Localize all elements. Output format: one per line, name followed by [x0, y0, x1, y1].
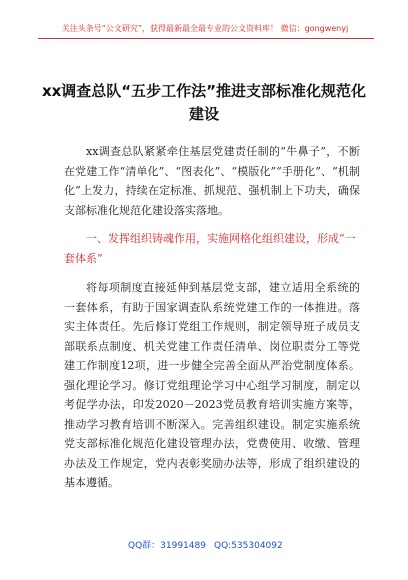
header-notice: 关注头条号“公文研究”，获得最新最全最专业的公文资料库！ 微信：gongwenyj [61, 24, 349, 33]
section-heading-1: 一、发挥组织铸魂作用，实施网格化组织建设，形成“一套体系” [64, 232, 356, 265]
footer-qq-number: QQ:535304092 [214, 541, 283, 551]
intro-paragraph: xx调查总队紧紧牵住基层党建责任制的“牛鼻子”，不断在党建工作“清单化”、“图表化”、“模版化”“手册化”、“机制化”上发力，持续在定标准、抓规范、强机制上下功夫，确保支部标准化规范化建设落实落地。 [64, 145, 360, 217]
header-divider [38, 38, 374, 39]
section-1-paragraph: 将每项制度直接延伸到基层党支部，建立适用全系统的一套体系，有助于国家调查队系统党建工作的一体推进。落实主体责任。先后修订党组工作规则，制定领导班子成员支部联系点制度、机关党建工作责任清单、岗位职责分工等党建工作制度12项，进一步健全完善全面从严治党制度体系。强化理论学习。修订党组理论学习中心组学习制度，制定以考促学办法，印发2020－2023党员教育培训实施方案等，推动学习教育培训不断深入。完善组织建设。制定实施系统党支部标准化规范化建设管理办法，党费使用、收缴、管理办法及工作规定，党内表彰奖励办法等，形成了组织建设的基本遵循。 [64, 281, 360, 489]
footer-qq-group: QQ群：31991489 [128, 541, 206, 551]
document-title: xx调查总队“五步工作法”推进支部标准化规范化建设 [41, 82, 367, 123]
